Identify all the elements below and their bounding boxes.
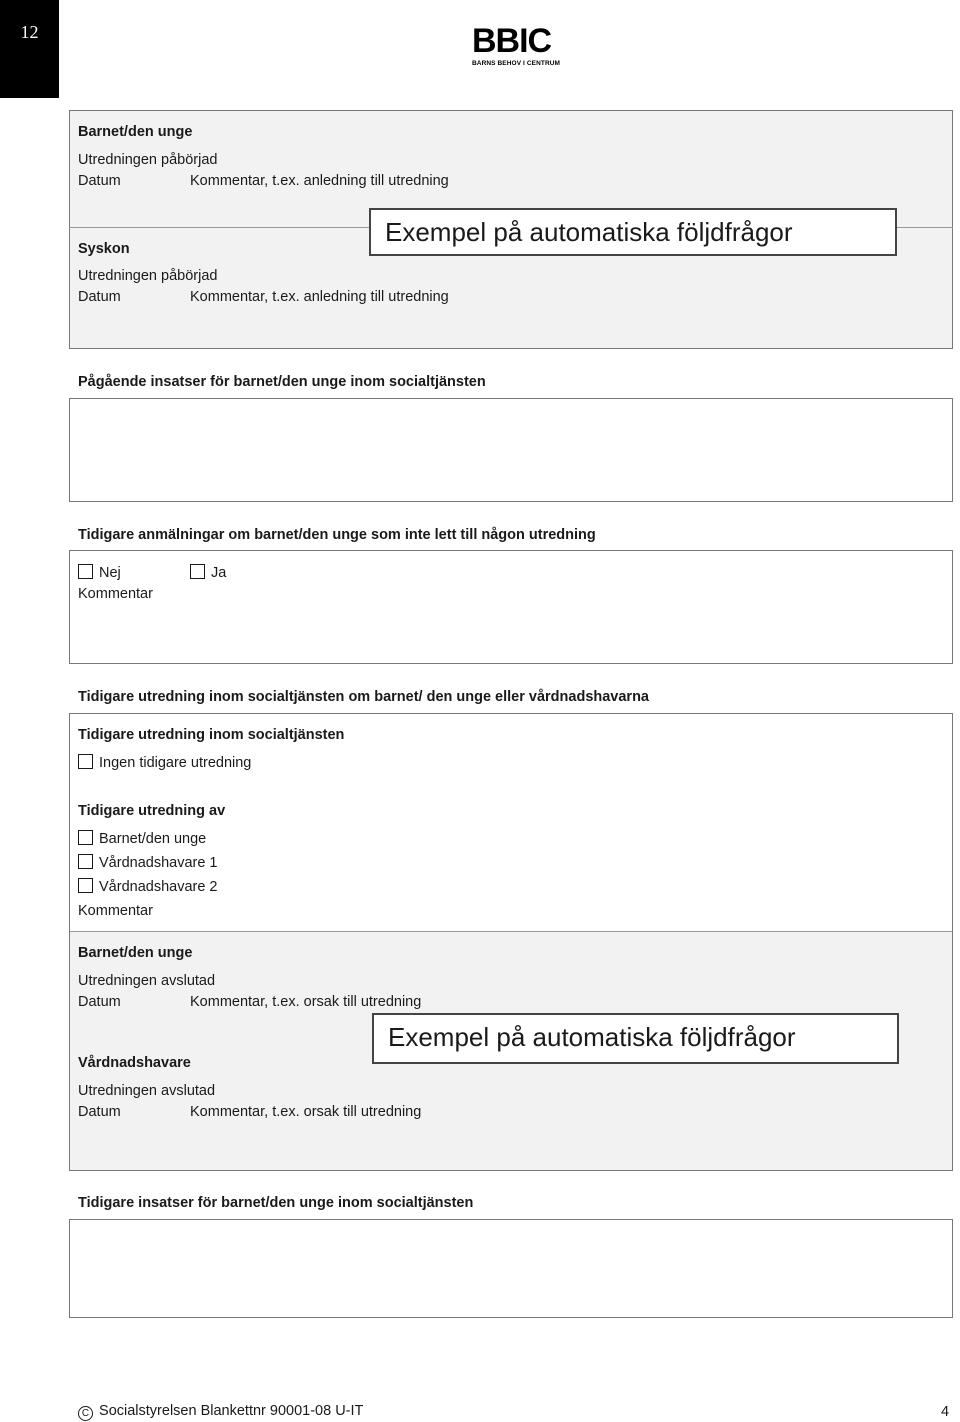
logo-wordmark: BBIC <box>472 22 552 60</box>
footer <box>78 1403 363 1421</box>
option-guardian-1[interactable] <box>78 854 218 872</box>
checkbox-child[interactable] <box>78 830 93 845</box>
prior-reports-heading: Tidigare anmälningar om barnet/den unge som inte lett till någon utredning <box>78 527 596 543</box>
child-comment-label: Kommentar, t.ex. anledning till utredning <box>190 173 449 189</box>
sibling-date-label: Datum <box>78 289 121 305</box>
option-guardian-2-label: Vårdnadshavare 2 <box>99 879 218 895</box>
child-heading: Barnet/den unge <box>78 124 193 140</box>
no-prior-investigation-label: Ingen tidigare utredning <box>99 755 252 771</box>
checkbox-guardian-1[interactable] <box>78 854 93 869</box>
option-child-label: Barnet/den unge <box>99 831 207 847</box>
previous-interventions-text-field[interactable] <box>69 1219 953 1318</box>
closed-child-comment-label: Kommentar, t.ex. orsak till utredning <box>190 994 422 1010</box>
bbic-logo <box>472 24 576 72</box>
option-yes-label: Ja <box>211 565 227 581</box>
divider <box>69 227 370 228</box>
option-yes[interactable] <box>190 564 226 582</box>
ongoing-heading: Pågående insatser för barnet/den unge inom socialtjänsten <box>78 374 486 390</box>
checkbox-no[interactable] <box>78 564 93 579</box>
option-child[interactable] <box>78 830 206 848</box>
child-status: Utredningen påbörjad <box>78 152 218 168</box>
copyright-icon: C <box>78 1406 93 1421</box>
page-number: 12 <box>20 22 39 42</box>
guardian-comment-label: Kommentar, t.ex. orsak till utredning <box>190 1104 422 1120</box>
option-guardian-2[interactable] <box>78 878 218 896</box>
closed-child-date-label: Datum <box>78 994 121 1010</box>
page-number-tab <box>0 0 59 98</box>
prior-investigation-subheading: Tidigare utredning inom socialtjänsten <box>78 727 345 743</box>
sibling-heading: Syskon <box>78 241 130 257</box>
footer-page-number: 4 <box>941 1404 950 1420</box>
example-followup-callout: Exempel på automatiska följdfrågor <box>369 208 897 256</box>
footer-text: Socialstyrelsen Blankettnr 90001-08 U-IT <box>99 1403 364 1419</box>
guardian-date-label: Datum <box>78 1104 121 1120</box>
closed-child-status: Utredningen avslutad <box>78 973 216 989</box>
prior-investigation-heading: Tidigare utredning inom socialtjänsten om barnet/ den unge eller vårdnadshavarna <box>78 689 650 705</box>
child-date-label: Datum <box>78 173 121 189</box>
guardian-status: Utredningen avslutad <box>78 1083 216 1099</box>
checkbox-yes[interactable] <box>190 564 205 579</box>
checkbox-no-prior-investigation[interactable] <box>78 754 93 769</box>
guardian-heading: Vårdnadshavare <box>78 1055 191 1071</box>
option-no-prior-investigation[interactable] <box>78 754 251 772</box>
option-guardian-1-label: Vårdnadshavare 1 <box>99 855 218 871</box>
sibling-comment-label: Kommentar, t.ex. anledning till utredning <box>190 289 449 305</box>
example-followup-callout: Exempel på automatiska följdfrågor <box>372 1013 899 1064</box>
checkbox-guardian-2[interactable] <box>78 878 93 893</box>
option-no[interactable] <box>78 564 121 582</box>
previous-interventions-heading: Tidigare insatser för barnet/den unge inom socialtjänsten <box>78 1195 474 1211</box>
logo-tagline: BARNS BEHOV I CENTRUM <box>472 60 561 67</box>
closed-child-heading: Barnet/den unge <box>78 945 193 961</box>
prior-investigation-comment-label: Kommentar <box>78 903 153 919</box>
option-no-label: Nej <box>99 565 121 581</box>
investigated-by-heading: Tidigare utredning av <box>78 803 226 819</box>
divider <box>896 227 953 228</box>
ongoing-text-field[interactable] <box>69 398 953 502</box>
sibling-status: Utredningen påbörjad <box>78 268 218 284</box>
prior-reports-comment-label: Kommentar <box>78 586 153 602</box>
